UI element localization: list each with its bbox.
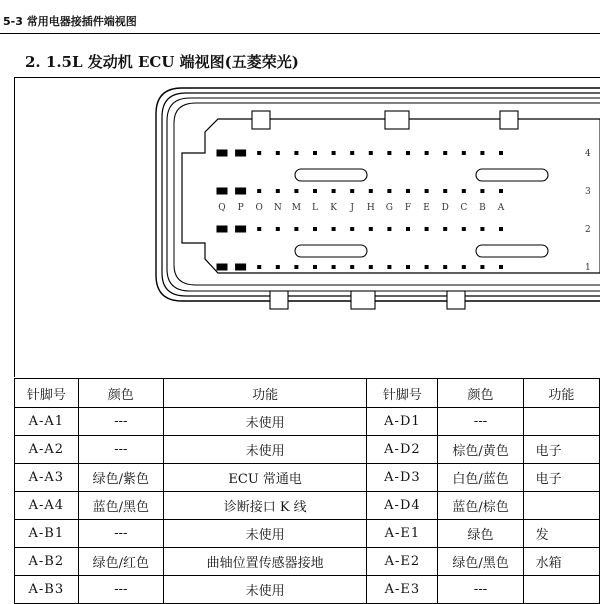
color-cell: --- (438, 576, 523, 604)
color-cell: 蓝色/黑色 (78, 492, 163, 520)
connector-pin (480, 189, 484, 193)
header-color-2: 颜色 (438, 379, 523, 408)
color-cell: 绿色 (438, 520, 523, 548)
pin-column-letter: B (479, 203, 486, 213)
connector-housing (182, 119, 600, 273)
connector-pin (332, 227, 336, 231)
connector-pin (425, 265, 429, 269)
pin-column-letter: H (366, 203, 375, 213)
connector-pin (332, 151, 336, 155)
color-cell: 绿色/红色 (78, 548, 163, 576)
connector-pin (443, 227, 447, 231)
function-cell: ECU 常通电 (163, 464, 367, 492)
connector-pin (406, 227, 410, 231)
connector-pin (480, 151, 484, 155)
connector-pin (235, 264, 246, 271)
connector-pin (406, 151, 410, 155)
latch-tab-bottom-2 (351, 291, 375, 309)
color-cell: 绿色/黑色 (438, 548, 523, 576)
connector-pin (257, 151, 261, 155)
function-cell: 电子 (523, 464, 599, 492)
latch-tab-top-1 (252, 111, 270, 129)
ecu-connector-diagram (0, 77, 600, 377)
latch-tab-bottom-3 (447, 291, 465, 309)
connector-pin (294, 151, 298, 155)
connector-pin (369, 189, 373, 193)
function-cell (523, 492, 599, 520)
connector-pin (350, 151, 354, 155)
function-cell: 诊断接口 K 线 (163, 492, 367, 520)
connector-pin (235, 188, 246, 195)
table-row (15, 520, 600, 548)
header-rule (0, 33, 600, 34)
connector-pin (499, 227, 503, 231)
pin-cell: A-E3 (367, 576, 438, 604)
table-row (15, 464, 600, 492)
pin-column-letter: L (312, 203, 318, 213)
connector-pin (217, 226, 228, 233)
pin-row-number: 1 (585, 263, 591, 273)
connector-pin (443, 151, 447, 155)
page-header: 5-3 常用电器接插件端视图 (3, 15, 137, 28)
pin-column-letter: O (255, 203, 263, 213)
function-cell: 发 (523, 520, 599, 548)
connector-pin (294, 227, 298, 231)
connector-pin (276, 265, 280, 269)
header-function: 功能 (163, 379, 367, 408)
pin-column-letter: G (385, 203, 394, 213)
connector-pin (217, 150, 228, 157)
pin-cell: A-D4 (367, 492, 438, 520)
pin-cell: A-B1 (15, 520, 79, 548)
connector-pin (276, 189, 280, 193)
connector-pin (313, 227, 317, 231)
connector-pin (235, 150, 246, 157)
pin-column-letter: A (497, 203, 505, 213)
latch-tab-top-2 (385, 111, 409, 129)
connector-pin (462, 227, 466, 231)
connector-pin (443, 265, 447, 269)
connector-pin (332, 189, 336, 193)
color-cell: --- (78, 576, 163, 604)
pin-table (14, 378, 600, 604)
color-cell: 白色/蓝色 (438, 464, 523, 492)
connector-pin (350, 227, 354, 231)
pin-cell: A-A2 (15, 436, 79, 464)
header-function-2: 功能 (523, 379, 599, 408)
color-cell: 绿色/紫色 (78, 464, 163, 492)
pin-cell: A-D1 (367, 408, 438, 436)
pin-cell: A-A1 (15, 408, 79, 436)
connector-pin (499, 189, 503, 193)
function-cell: 未使用 (163, 408, 367, 436)
connector-pin (294, 265, 298, 269)
connector-pin (276, 151, 280, 155)
connector-pin (425, 227, 429, 231)
connector-pin (257, 189, 261, 193)
pin-column-letter: C (460, 203, 468, 213)
pin-cell: A-A4 (15, 492, 79, 520)
pin-column-letter: D (441, 203, 449, 213)
function-cell (523, 408, 599, 436)
pin-column-letter: J (350, 203, 355, 213)
connector-pin (235, 226, 246, 233)
table-row (15, 436, 600, 464)
latch-tab-bottom-1 (270, 291, 288, 309)
connector-pin (257, 227, 261, 231)
color-cell: --- (78, 408, 163, 436)
function-cell: 未使用 (163, 520, 367, 548)
latch-tab-top-3 (500, 111, 518, 129)
pin-cell: A-B2 (15, 548, 79, 576)
connector-pin (387, 189, 391, 193)
color-cell: 蓝色/棕色 (438, 492, 523, 520)
connector-pin (425, 151, 429, 155)
header-color: 颜色 (78, 379, 163, 408)
header-pin: 针脚号 (15, 379, 79, 408)
function-cell: 水箱 (523, 548, 599, 576)
connector-pin (462, 189, 466, 193)
pin-column-letter: P (237, 203, 244, 213)
connector-pin (387, 227, 391, 231)
connector-pin (369, 151, 373, 155)
connector-pin (369, 227, 373, 231)
connector-pin (257, 265, 261, 269)
section-title: 2. 1.5L 发动机 ECU 端视图(五菱荣光) (25, 53, 299, 71)
pin-cell: A-E2 (367, 548, 438, 576)
color-cell: --- (78, 520, 163, 548)
function-cell: 未使用 (163, 576, 367, 604)
connector-pin (462, 265, 466, 269)
table-row (15, 408, 600, 436)
connector-pin (276, 227, 280, 231)
connector-pin (313, 151, 317, 155)
pin-column-letter: N (273, 203, 282, 213)
pin-cell: A-B3 (15, 576, 79, 604)
table-row (15, 576, 600, 604)
color-cell: --- (78, 436, 163, 464)
pin-column-letter: M (291, 203, 302, 213)
pin-row-number: 3 (585, 187, 591, 197)
connector-pin (480, 227, 484, 231)
function-cell (523, 576, 599, 604)
pin-column-letter: F (404, 203, 412, 213)
pin-cell: A-D3 (367, 464, 438, 492)
pin-column-letter: Q (218, 203, 226, 213)
color-cell: 棕色/黄色 (438, 436, 523, 464)
connector-pin (462, 151, 466, 155)
connector-pin (313, 265, 317, 269)
connector-pin (387, 265, 391, 269)
connector-pin (313, 189, 317, 193)
connector-pin (350, 189, 354, 193)
connector-pin (217, 264, 228, 271)
pin-row-number: 4 (585, 149, 591, 159)
connector-pin (499, 265, 503, 269)
header-pin-2: 针脚号 (367, 379, 438, 408)
pin-row-number: 2 (585, 225, 591, 235)
table-row (15, 492, 600, 520)
connector-pin (499, 151, 503, 155)
connector-pin (406, 265, 410, 269)
function-cell: 曲轴位置传感器接地 (163, 548, 367, 576)
function-cell: 未使用 (163, 436, 367, 464)
connector-pin (217, 188, 228, 195)
connector-pin (406, 189, 410, 193)
connector-pin (443, 189, 447, 193)
connector-pin (387, 151, 391, 155)
table-header-row (15, 379, 600, 408)
color-cell: --- (438, 408, 523, 436)
connector-pin (480, 265, 484, 269)
connector-pin (369, 265, 373, 269)
connector-pin (425, 189, 429, 193)
table-row (15, 548, 600, 576)
pin-cell: A-D2 (367, 436, 438, 464)
function-cell: 电子 (523, 436, 599, 464)
pin-cell: A-A3 (15, 464, 79, 492)
connector-pin (294, 189, 298, 193)
connector-pin (350, 265, 354, 269)
pin-column-letter: K (330, 203, 337, 213)
pin-column-letter: E (423, 203, 430, 213)
pin-cell: A-E1 (367, 520, 438, 548)
connector-pin (332, 265, 336, 269)
